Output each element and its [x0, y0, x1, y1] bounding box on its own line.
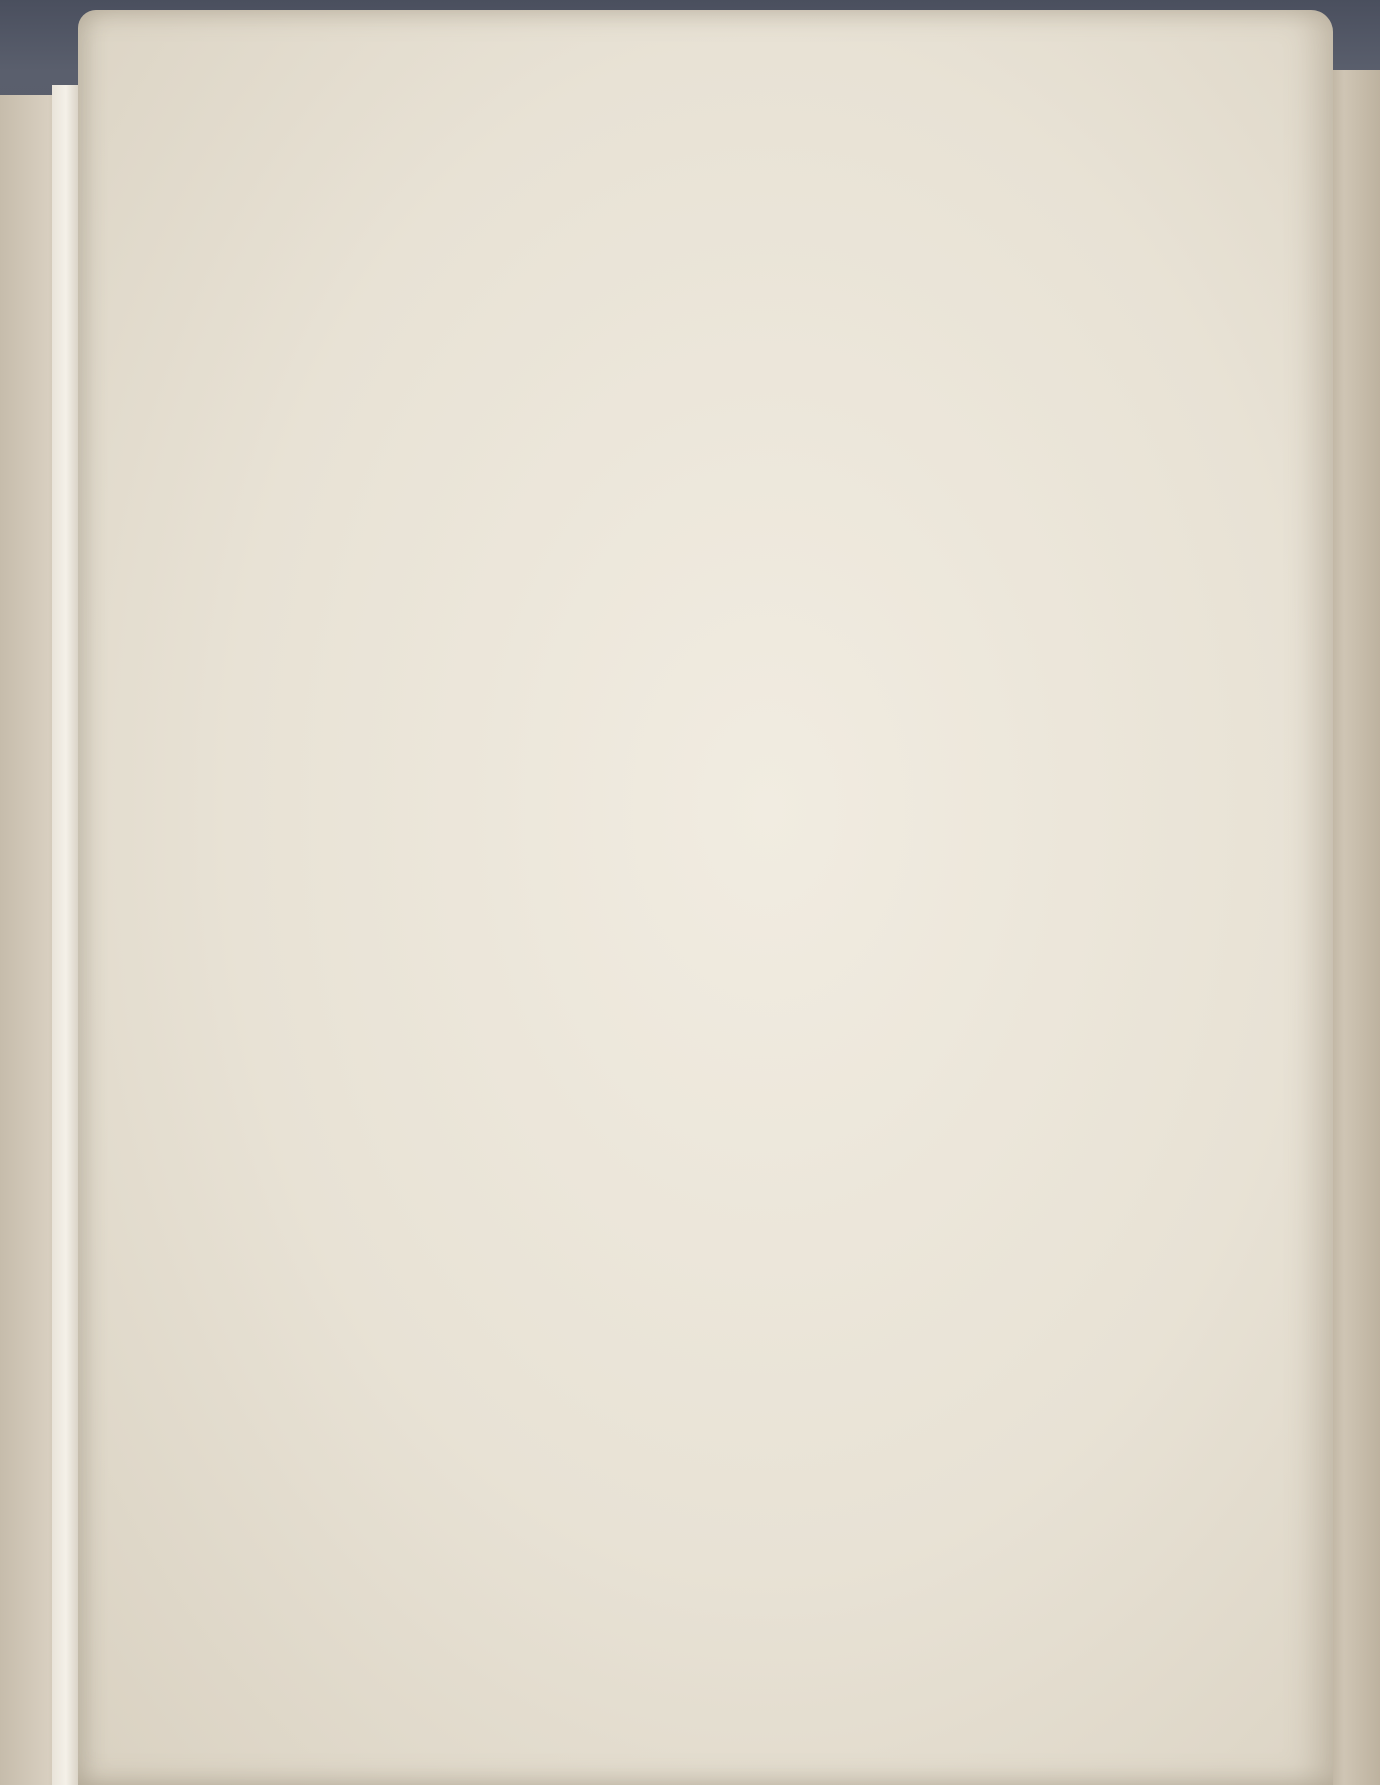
- page-fore-edge: [52, 85, 81, 1785]
- book-page: [78, 10, 1333, 1785]
